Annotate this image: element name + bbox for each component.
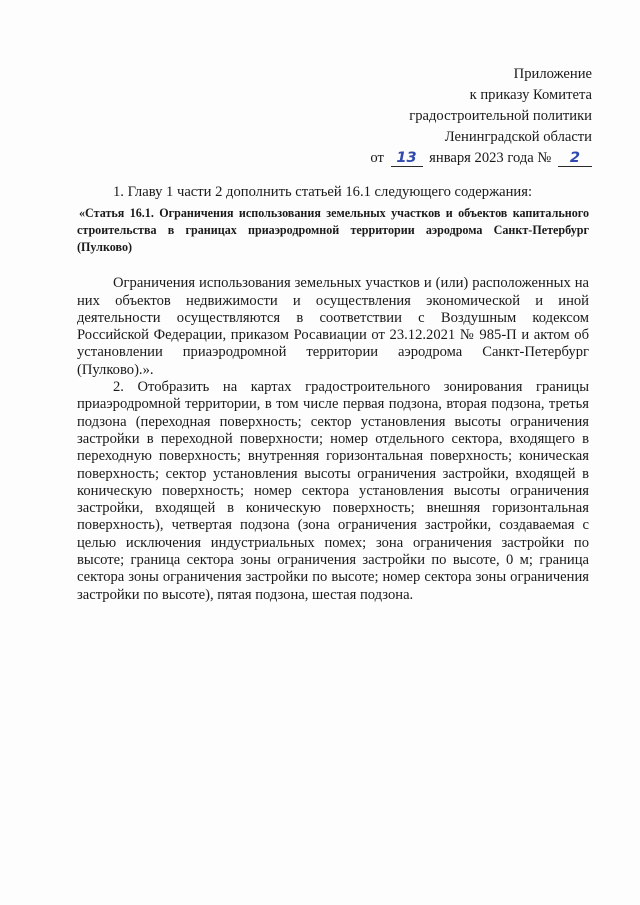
appendix-header [370,64,592,169]
paragraph-restrictions: Ограничения использования земельных участков и (или) расположенных на них объектов недвижимости и осуществления экономической и иной деятельности осуществляются в соответствии с Воздушным кодексом Российской Федерации, приказом Росавиации от 23.12.2021 № 985-П и актом об установлении приаэродромной территории аэродрома Санкт-Петербург (Пулково).». [77,275,589,378]
document-body [77,184,589,604]
article-title: «Статья 16.1. Ограничения использования земельных участков и объектов капитального строительства в границах приаэродромной территории аэродрома Санкт-Петербург (Пулково) [77,206,589,255]
handwritten-order-number: 2 [558,150,592,167]
paragraph-2: 2. Отобразить на картах градостроительного зонирования границы приаэродромной территории, в том числе первая подзона, вторая подзона, третья подзона (переходная поверхность; сектор установления высоты ограничения застройки в переходной поверхности; номер отдельного сектора, входящего в переходную поверхность; внутренняя горизонтальная поверхность; коническая поверхность; сектор установления высоты ограничения застройки, входящей в коническую поверхность; номер сектора установления высоты ограничения застройки, входящей в коническую поверхность; внешняя горизонтальная поверхность), четвертая подзона (зона ограничения застройки, создаваемая с целью исключения индустриальных помех; зона ограничения застройки по высоте; граница сектора зоны ограничения застройки по высоте, 0 м; граница сектора зоны ограничения застройки по высоте; номер сектора зоны ограничения застройки по высоте), пятая подзона, шестая подзона. [77,379,589,603]
handwritten-day: 13 [391,150,423,167]
header-line-appendix: Приложение [513,66,592,82]
header-date-line [370,148,592,169]
header-line-committee: градостроительной политики [409,108,592,124]
paragraph-1: 1. Главу 1 части 2 дополнить статьей 16.1 следующего содержания: [113,184,533,200]
header-line-order: к приказу Комитета [469,87,592,103]
header-line-region: Ленинградской области [444,129,592,145]
date-prefix: от [370,150,384,166]
date-rest: января 2023 года № [429,150,552,166]
